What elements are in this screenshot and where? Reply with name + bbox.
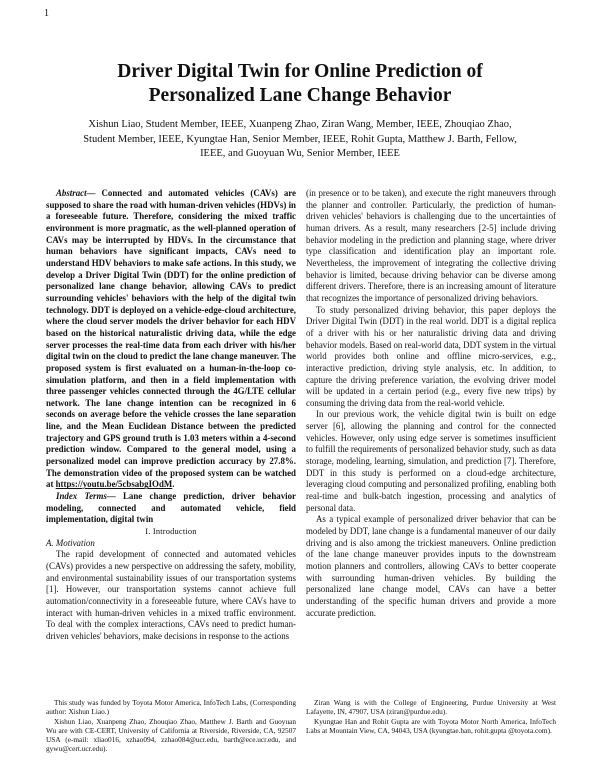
section-heading-introduction: I. Introduction [145,527,197,537]
abstract-end: . [172,479,175,490]
author-list [70,118,530,162]
footnote: Kyungtae Han and Rohit Gupta are with Toyota Motor North America, InfoTech Labs at Mountain View, CA, 94043, USA (kyungtae.han, rohit.gupta @toyota.com). [306,716,556,735]
paper-title [40,60,560,108]
left-column [46,188,296,643]
footnote: This study was funded by Toyota Motor America, InfoTech Labs, (Corresponding author: Xishun Liao.) [46,698,296,717]
body-paragraph: (in presence or to be taken), and execute the right maneuvers through the planner and controller. Particularly, the prediction of human-driven vehicles' behaviors is challenging due to the uncertainties of human drivers. As a result, many researchers [2-5] include driving behavior modeling in the prediction and planning stage, where driver type classification and identification play an important role. Nevertheless, the improvement of integrating the collective driving behavior is limited, because driving behavior can be diverse among different drivers. Therefore, there is an increasing amount of literature that recognizes the importance of personalized driving behaviors. [306,188,556,303]
body-paragraph: As a typical example of personalized driver behavior that can be modeled by DDT, lane change is a fundamental maneuver of our daily driving and is also among the trickiest maneuvers. Online prediction of the lane change maneuver provides inputs to the downstream motion planners and controllers, allowing CAVs to better cooperate with surrounding human-driven vehicles. By building the personalized lane change model, CAVs can have a better understanding of the specific human drivers and provide a more accurate prediction. [306,514,556,618]
index-terms [46,491,296,526]
footnote: Ziran Wang is with the College of Engineering, Purdue University at West Lafayette, IN, 47907, USA (ziran@purdue.edu). [306,698,556,717]
page-number: 1 [44,8,49,19]
index-terms-label: Index Terms— [56,491,116,502]
right-column [306,188,556,619]
abstract-label: Abstract— [56,188,96,198]
title-line-1: Driver Digital Twin for Online Prediction of [117,61,483,82]
author-line-3: IEEE, and Guoyuan Wu, Senior Member, IEEE [200,148,400,159]
footnote: Xishun Liao, Xuanpeng Zhao, Zhouqiao Zhao, Matthew J. Barth and Guoyuan Wu are with CE-CERT, University of California at Riverside, Riverside, CA, 92507 USA (e-mail: xliao016, xzhao094, zzhao084@ucr.edu, barth@ece.ucr.edu, and gywu@cert.ucr.edu). [46,716,296,754]
footnotes-left [46,698,296,754]
author-line-1: Xishun Liao, Student Member, IEEE, Xuanpeng Zhao, Ziran Wang, Member, IEEE, Zhouqiao Zhao, [88,119,512,130]
demo-video-link[interactable]: https://youtu.be/5cbsabgIOdM [55,479,173,490]
index-terms-text: Lane change prediction, driver behavior modeling, connected and automated vehicle, field implementation, digital twin [46,491,297,525]
author-line-2: Student Member, IEEE, Kyungtae Han, Senior Member, IEEE, Rohit Gupta, Matthew J. Barth, Fellow, [83,133,517,145]
subsection-heading-motivation: A. Motivation [46,537,95,548]
abstract-text: Connected and automated vehicles (CAVs) are supposed to share the road with human-driven vehicles (HDVs) in a foreseeable future. Therefore, considering the mixed traffic environment is more pragmatic, as the well-planned operation of CAVs may be interrupted by HDVs. In the circumstance that human behaviors have significant impacts, CAVs need to understand HDV behaviors to make safe actions. In this study, we develop a Driver Digital Twin (DDT) for the online prediction of personalized lane change behavior, allowing CAVs to predict surrounding vehicles' behaviors with the help of the digital twin technology. DDT is deployed on a vehicle-edge-cloud architecture, where the cloud server models the driver behavior for each HDV based on the historical naturalistic driving data, while the edge server processes the real-time data from each driver with his/her digital twin on the cloud to predict the lane change maneuver. The proposed system is first evaluated on a human-in-the-loop co-simulation platform, and then in a field implementation with three passenger vehicles connected through the 4G/LTE cellular network. The lane change intention can be recognized in 6 seconds on average before the vehicle crosses the lane separation line, and the Mean Euclidean Distance between the predicted trajectory and GPS ground truth is 1.03 meters within a 4-second prediction window. Compared to the general model, using a personalized model can improve prediction accuracy by 27.8%. The demonstration video of the proposed system can be watched at [46,188,296,490]
footnotes-right [306,698,556,735]
title-line-2: Personalized Lane Change Behavior [148,85,452,106]
abstract [46,188,296,491]
body-paragraph: In our previous work, the vehicle digital twin is built on edge server [6], allowing the planning and control for the connected vehicles. However, only using edge server is sometimes insufficient to fulfill the requirements of personalized behavior study, such as data storage, modeling, learning, simulation, and prediction [7]. Therefore, DDT in this study is performed on a cloud-edge architecture, leveraging cloud computing and personalized profiling, enabling both real-time and bulk-batch ingestion, processing and analytics of personal data. [306,409,556,513]
body-paragraph: The rapid development of connected and automated vehicles (CAVs) provides a new perspective on addressing the safety, mobility, and environmental sustainability issues of our transportation systems [1]. However, our transportation systems cannot achieve full automation/connectivity in a foreseeable future, where CAVs have to interact with human-driven vehicles in a mixed traffic environment. To deal with the complex interactions, CAVs need to predict human-driven vehicles' behaviors, make decisions in response to the actions [46,549,296,641]
body-paragraph: To study personalized driving behavior, this paper deploys the Driver Digital Twin (DDT) in the real world. DDT is a digital replica of a driver with his or her naturalistic driving data and driving behavior models. Based on real-world data, DDT system in the virtual world provides both online and offline micro-services, e.g., interactive prediction, driving style analysis, etc. In addition, to capture the driving preference variation, the evolving driver model will be updated in a certain period (e.g., every five new trips) by consuming the driving data from the real-world vehicle. [306,304,556,408]
